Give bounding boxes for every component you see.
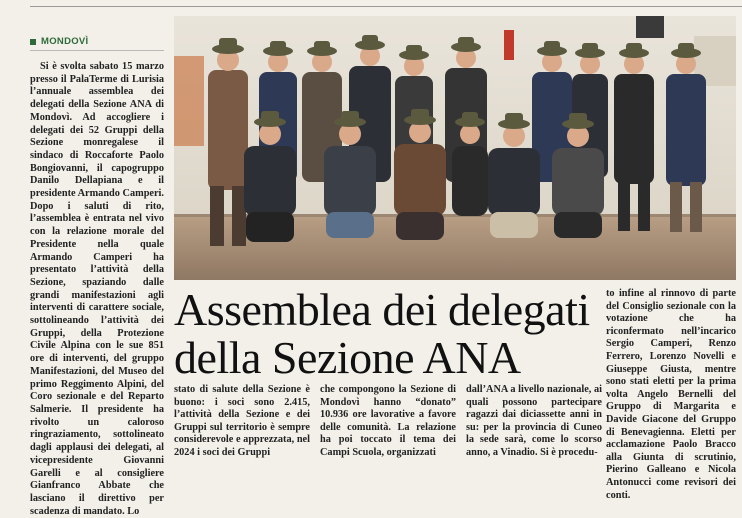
section-marker-icon [30, 39, 36, 45]
article-text-bottom-1: stato di salute della Sezione è buono: i soci sono 2.415, l’attività della Sezione e dei Gruppi sul territorio è sempre considerevole e apprezzata, nel 2024 i soci dei Gruppi [174, 384, 310, 458]
bottom-column-2 [320, 384, 456, 472]
article-headline [174, 286, 602, 382]
left-column [30, 36, 164, 517]
bottom-columns [174, 384, 602, 472]
group-photo [174, 16, 736, 280]
right-column [606, 288, 736, 501]
bottom-column-3 [466, 384, 602, 472]
article-text-left [30, 61, 164, 518]
article-text-bottom-2: che compongono la Sezione di Mondovì hanno “donato” 10.936 ore lavorative a favore delle comunità. La relazione ha poi toccato il tema dei Campi Scuola, organizzati [320, 384, 456, 458]
group-photo-illustration [174, 16, 736, 280]
headline-line-1: Assemblea dei delegati [174, 284, 590, 335]
bottom-column-1 [174, 384, 310, 472]
headline-line-2: della Sezione ANA [174, 332, 521, 383]
section-tag [30, 36, 164, 51]
article-text-bottom-3: dall’ANA a livello nazionale, ai quali possono partecipare ragazzi dai diciassette anni in su: per la provincia di Cuneo la sede sarà, come lo scorso anno, a Vinadio. Si è procedu- [466, 384, 602, 458]
section-label: MONDOVÌ [41, 36, 89, 47]
article-text-right: to infine al rinnovo di parte del Consiglio sezionale con la votazione che ha riconfermato nell’incarico Sergio Camperi, Renzo Ferrero, Lorenzo Novelli e Giuseppe Giusta, mentre sono stati eletti per la prima volta Angelo Bernelli del Gruppo di Margarita e Davide Giacone del Gruppo di Benevagienna. Eletti per acclamazione Paolo Bracco alla Giunta di scrutinio, Pierino Galleano e Nicola Antonucci come revisori dei conti. [606, 288, 736, 501]
top-rule [30, 6, 742, 7]
paragraph-left: Si è svolta sabato 15 marzo presso il PalaTerme di Lurisia l’annuale assemblea dei delegati della Sezione ANA di Mondovì. Ad accogliere i delegati dei 52 Gruppi della Sezione monregalese il sindaco di Roccaforte Paolo Bongiovanni, il capogruppo Danilo Dellapiana e il presidente Armando Camperi. Dopo i saluti di rito, l’assemblea è entrata nel vivo con la relazione morale del Presidente nella quale Armando Camperi ha presentato l’attività della Sezione, spaziando dalle grandi manifestazioni agli interventi di carattere sociale, sottolineando l’attività dei Gruppi, della Protezione Civile Alpina con le sue 851 ore di interventi, del gruppo Manifestazioni, del Museo del primo Reggimento Alpini, del Coro sezionale e del Reparto Salmerie. Il presidente ha rivolto un caloroso ringraziamento, sottolineato dagli applausi dei delegati, al vicepresidente Giovanni Garelli e al consigliere Gianfranco Abbate che lasciano il direttivo per scadenza di mandato. Lo [30, 61, 164, 517]
